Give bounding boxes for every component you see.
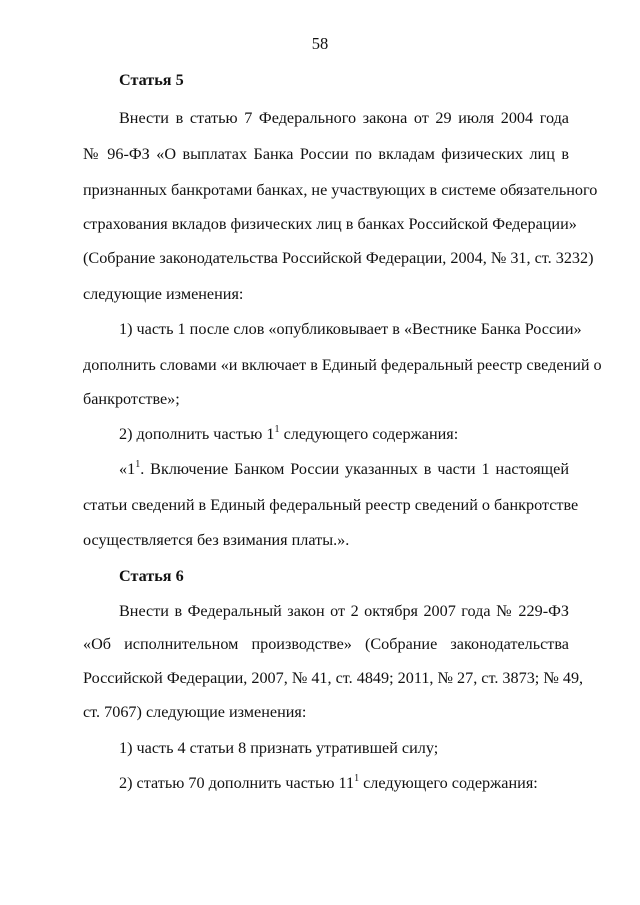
article-6-intro-line-4: ст. 7067) следующие изменения: <box>83 703 307 721</box>
article-5-item-1-line-2: дополнить словами «и включает в Единый федеральный реестр сведений о <box>83 356 602 374</box>
article-6-item-2 <box>119 773 569 793</box>
article-5-item-2-superscript: 1 <box>274 424 280 435</box>
article-5-intro-line-6: следующие изменения: <box>83 285 244 303</box>
article-5-intro-line-4: страхования вкладов физических лиц в банках Российской Федерации» <box>83 215 577 233</box>
article-5-quote-line-3: осуществляется без взимания платы.». <box>83 531 350 549</box>
article-6-item-1: 1) часть 4 статьи 8 признать утратившей силу; <box>119 739 439 757</box>
article-5-quote-line-2: статьи сведений в Единый федеральный реестр сведений о банкротстве <box>83 496 579 514</box>
article-5-quote-line-1-rest: . Включение Банком России указанных в части 1 настоящей <box>140 460 569 478</box>
article-5-intro-line-2: № 96-ФЗ «О выплатах Банка России по вкладам физических лиц в <box>83 145 569 163</box>
article-5-quote-line-1 <box>119 459 569 479</box>
article-6-item-2-superscript: 1 <box>354 773 360 784</box>
page-number: 58 <box>311 34 329 53</box>
article-6-heading: Статья 6 <box>119 567 184 585</box>
article-6-intro-line-3: Российской Федерации, 2007, № 41, ст. 4849; 2011, № 27, ст. 3873; № 49, <box>83 669 584 687</box>
article-5-item-2-text: 2) дополнить частью 1 <box>119 425 275 443</box>
article-5-item-2 <box>119 424 569 444</box>
article-6-item-2-text: 2) статью 70 дополнить частью 11 <box>119 774 355 792</box>
article-5-item-1-line-1: 1) часть 1 после слов «опубликовывает в «Вестнике Банка России» <box>119 320 582 338</box>
article-5-intro-line-1: Внести в статью 7 Федерального закона от 29 июля 2004 года <box>119 109 569 127</box>
article-5-item-1-line-3: банкротстве»; <box>83 390 180 408</box>
article-5-quote-superscript: 1 <box>135 459 141 470</box>
article-5-item-2-tail: следующего содержания: <box>279 425 459 443</box>
article-5-intro-line-3: признанных банкротами банках, не участвующих в системе обязательного <box>83 181 598 199</box>
article-5-quote-open: «1 <box>119 460 136 478</box>
article-5-heading: Статья 5 <box>119 71 184 89</box>
article-6-intro-line-2: «Об исполнительном производстве» (Собрание законодательства <box>83 635 569 653</box>
article-6-item-2-tail: следующего содержания: <box>359 774 538 792</box>
article-6-intro-line-1: Внести в Федеральный закон от 2 октября 2007 года № 229-ФЗ <box>119 602 569 620</box>
article-5-intro-line-5: (Собрание законодательства Российской Федерации, 2004, № 31, ст. 3232) <box>83 249 594 267</box>
